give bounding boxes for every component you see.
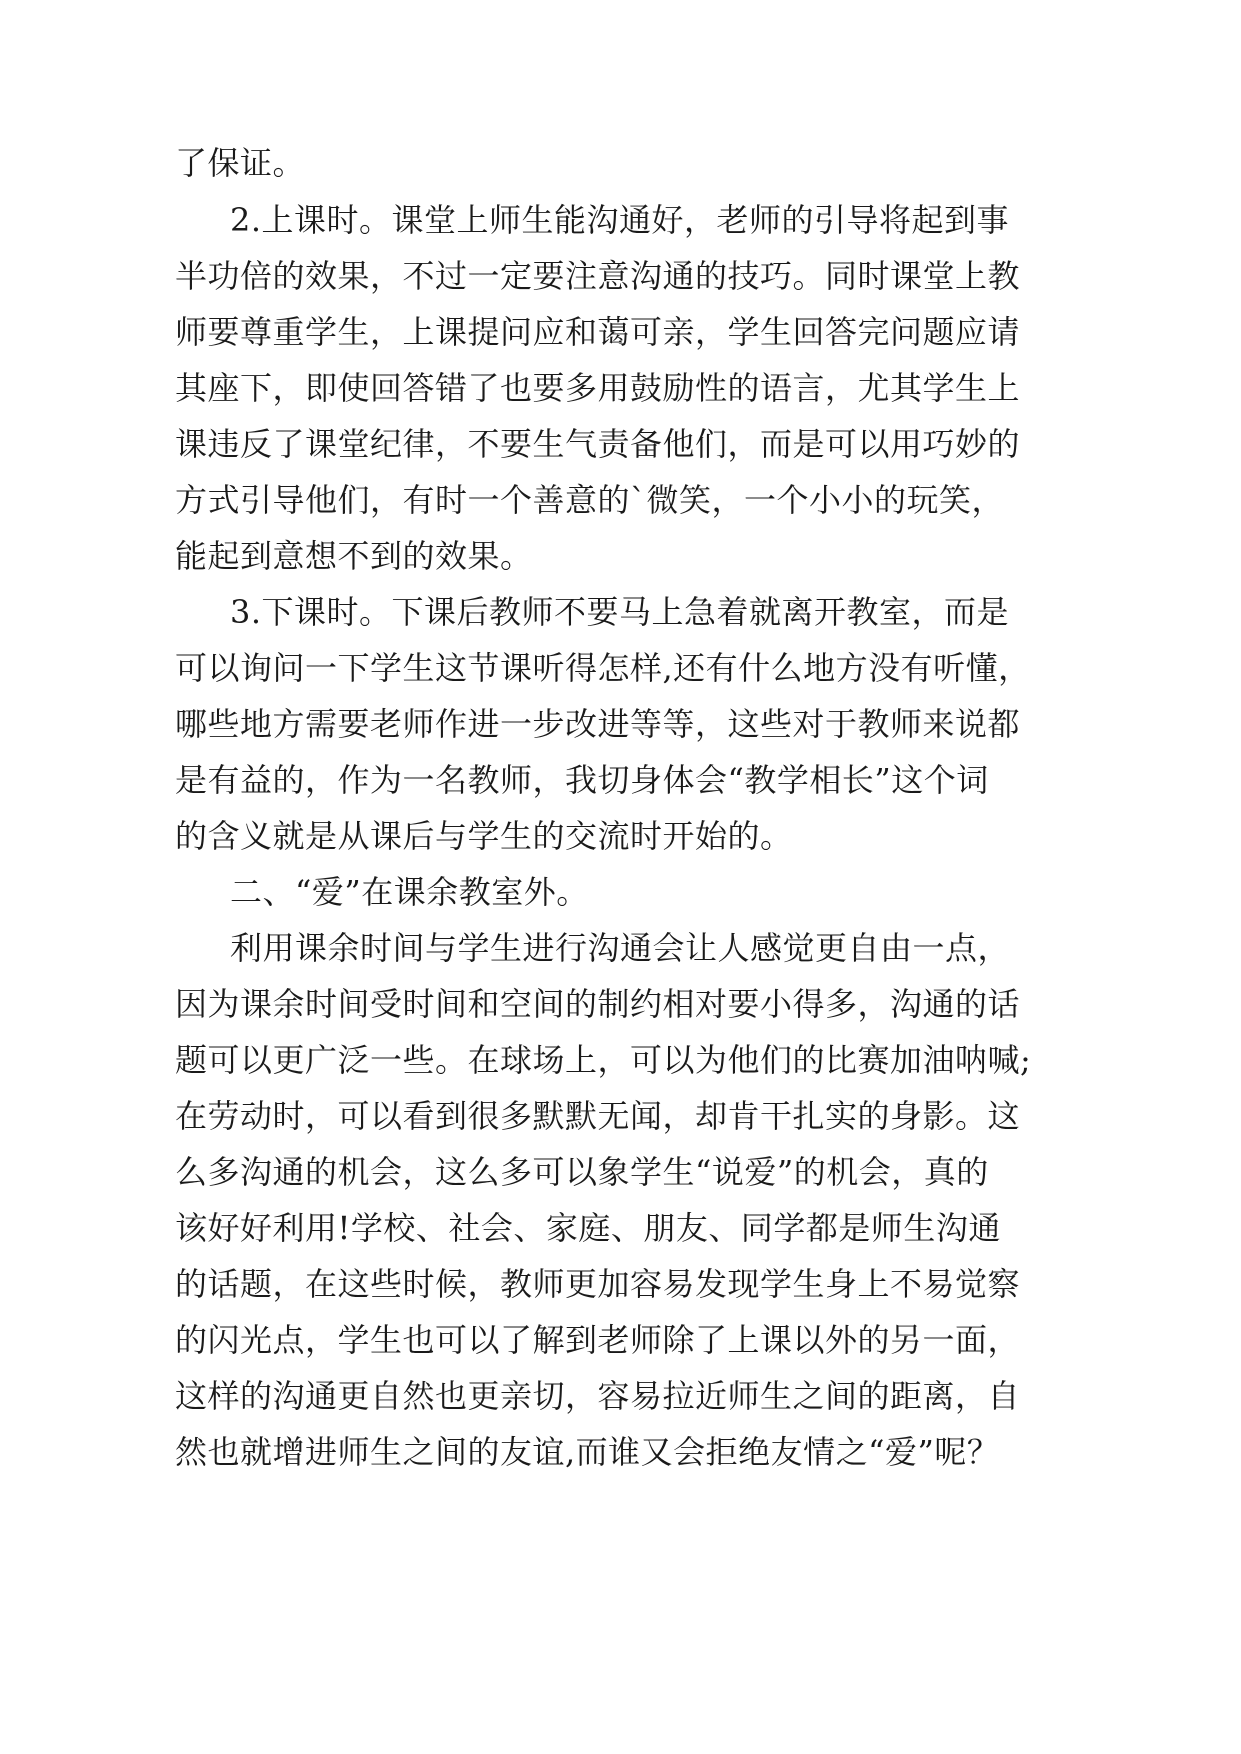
text-line: 方式引导他们，有时一个善意的`微笑，一个小小的玩笑，: [175, 481, 1005, 519]
text-line: 哪些地方需要老师作进一步改进等等，这些对于教师来说都: [175, 705, 1021, 743]
text-line: 能起到意想不到的效果。: [175, 537, 533, 575]
text-line: 可以询问一下学生这节课听得怎样,还有什么地方没有听懂，: [175, 649, 1031, 687]
text-line: 因为课余时间受时间和空间的制约相对要小得多，沟通的话: [175, 985, 1021, 1023]
text-line: 了保证。: [175, 144, 306, 182]
text-line: 课违反了课堂纪律，不要生气责备他们，而是可以用巧妙的: [175, 425, 1021, 463]
text-line: 3.下课时。下课后教师不要马上急着就离开教室，而是: [230, 593, 1010, 631]
text-line: 题可以更广泛一些。在球场上，可以为他们的比赛加油呐喊;: [175, 1041, 1032, 1079]
text-line: 的闪光点，学生也可以了解到老师除了上课以外的另一面，: [175, 1321, 1021, 1359]
text-line: 这样的沟通更自然也更亲切，容易拉近师生之间的距离，自: [175, 1377, 1021, 1415]
text-line: 师要尊重学生，上课提问应和蔼可亲，学生回答完问题应请: [175, 313, 1021, 351]
text-line: 其座下，即使回答错了也要多用鼓励性的语言，尤其学生上: [175, 369, 1021, 407]
text-line: 2.上课时。课堂上师生能沟通好，老师的引导将起到事: [230, 201, 1010, 239]
text-line: 的话题，在这些时候，教师更加容易发现学生身上不易觉察: [175, 1265, 1021, 1303]
section-heading: 二、“爱”在课余教室外。: [230, 873, 589, 911]
text-line: 的含义就是从课后与学生的交流时开始的。: [175, 817, 793, 855]
text-line: 是有益的，作为一名教师，我切身体会“教学相长”这个词: [175, 761, 989, 799]
text-line: 然也就增进师生之间的友谊,而谁又会拒绝友情之“爱”呢？: [175, 1433, 1000, 1471]
text-line: 在劳动时，可以看到很多默默无闻，却肯干扎实的身影。这: [175, 1097, 1021, 1135]
text-line: 半功倍的效果，不过一定要注意沟通的技巧。同时课堂上教: [175, 257, 1021, 295]
text-line: 么多沟通的机会，这么多可以象学生“说爱”的机会，真的: [175, 1153, 989, 1191]
text-line: 该好好利用!学校、社会、家庭、朋友、同学都是师生沟通: [175, 1209, 1001, 1247]
text-line: 利用课余时间与学生进行沟通会让人感觉更自由一点，: [230, 929, 1011, 967]
